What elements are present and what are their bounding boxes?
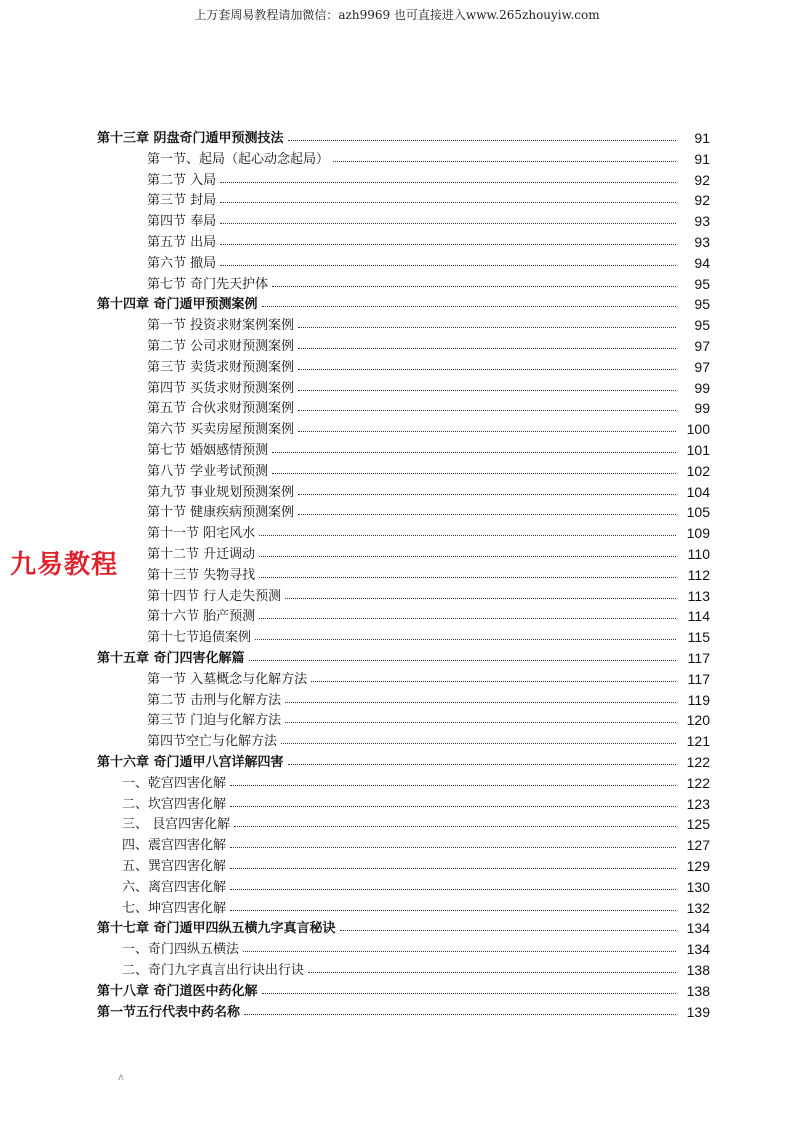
toc-dot-leader	[259, 617, 676, 619]
toc-entry[interactable]	[147, 500, 710, 520]
toc-entry[interactable]	[122, 792, 710, 812]
toc-entry[interactable]	[122, 833, 710, 853]
toc-dot-leader	[288, 763, 676, 765]
toc-entry[interactable]	[97, 750, 710, 770]
toc-entry-title: 第一节 投资求财案例案例	[147, 318, 295, 334]
toc-entry-page: 91	[694, 130, 710, 146]
toc-dot-leader	[220, 181, 676, 183]
toc-dot-leader	[285, 597, 676, 599]
toc-entry-title: 第十五章 奇门四害化解篇	[97, 651, 245, 666]
toc-entry[interactable]	[147, 168, 710, 188]
toc-entry-page: 93	[694, 234, 710, 250]
toc-entry-page: 99	[694, 379, 710, 396]
toc-entry-title: 六、离宫四害化解	[122, 879, 227, 895]
toc-entry-title: 第四节 奉局	[147, 214, 217, 230]
toc-entry-page: 114	[687, 608, 710, 625]
toc-entry-page: 109	[686, 525, 710, 542]
toc-dot-leader	[298, 409, 676, 411]
toc-dot-leader	[259, 576, 676, 578]
toc-entry-title: 第七节 奇门先天护体	[147, 276, 269, 292]
toc-entry-title: 第十四节 行人走失预测	[147, 588, 282, 604]
toc-dot-leader	[262, 992, 676, 994]
toc-entry-title: 一、乾宫四害化解	[122, 775, 227, 791]
toc-entry-page: 110	[687, 546, 710, 562]
toc-dot-leader	[230, 805, 676, 807]
toc-dot-leader	[230, 846, 676, 848]
toc-entry-title: 第十二节 升迁调动	[147, 547, 256, 562]
toc-entry[interactable]	[147, 147, 710, 167]
toc-entry-page: 112	[687, 566, 710, 583]
toc-entry-title: 第十七章 奇门遁甲四纵五横九字真言秘诀	[97, 921, 336, 937]
toc-entry-title: 第八节 学业考试预测	[147, 463, 269, 479]
toc-entry[interactable]	[122, 854, 710, 874]
toc-entry[interactable]	[147, 396, 710, 416]
toc-dot-leader	[255, 638, 676, 640]
toc-entry-page: 134	[686, 920, 710, 937]
toc-entry-page: 99	[694, 400, 710, 417]
toc-entry-title: 第一节 入墓概念与化解方法	[147, 671, 308, 687]
toc-dot-leader	[230, 784, 676, 786]
toc-entry[interactable]	[122, 896, 710, 916]
toc-dot-leader	[259, 555, 676, 557]
toc-dot-leader	[281, 742, 676, 744]
toc-entry-page: 122	[686, 774, 710, 791]
toc-entry-page: 129	[686, 858, 710, 874]
toc-entry-page: 92	[694, 171, 710, 188]
toc-entry[interactable]	[97, 292, 710, 312]
toc-entry-page: 134	[686, 941, 710, 958]
toc-entry-title: 第十节 健康疾病预测案例	[147, 505, 295, 521]
toc-entry[interactable]	[122, 958, 710, 978]
toc-entry-title: 第十三节 失物寻找	[147, 567, 256, 583]
toc-entry[interactable]	[147, 209, 710, 229]
toc-entry-page: 138	[686, 982, 710, 999]
toc-entry[interactable]	[97, 1000, 710, 1020]
toc-entry[interactable]	[147, 376, 710, 396]
toc-entry[interactable]	[147, 480, 710, 500]
toc-entry[interactable]	[97, 126, 710, 146]
toc-entry[interactable]	[147, 688, 710, 708]
toc-entry[interactable]	[122, 771, 710, 791]
toc-entry-page: 101	[686, 442, 710, 458]
toc-entry-page: 120	[686, 712, 710, 729]
toc-entry-title: 第十八章 奇门道医中药化解	[97, 983, 258, 999]
toc-dot-leader	[220, 264, 676, 266]
toc-dot-leader	[262, 305, 676, 307]
toc-entry[interactable]	[147, 563, 710, 583]
toc-entry-page: 91	[694, 150, 710, 167]
toc-dot-leader	[220, 201, 676, 203]
toc-dot-leader	[272, 472, 676, 474]
toc-entry-title: 第五节 合伙求财预测案例	[147, 401, 295, 417]
toc-entry-title: 第四节空亡与化解方法	[147, 734, 278, 750]
toc-dot-leader	[298, 513, 676, 515]
toc-entry-page: 130	[686, 878, 710, 895]
toc-entry-page: 125	[686, 816, 710, 833]
toc-entry[interactable]	[97, 916, 710, 936]
toc-dot-leader	[298, 430, 676, 432]
toc-entry-page: 104	[686, 483, 710, 500]
toc-dot-leader	[298, 389, 676, 391]
page-header: 上万套周易教程请加微信：azh9969 也可直接进入www.265zhouyiw.com	[194, 8, 600, 22]
toc-entry-page: 132	[686, 899, 710, 916]
toc-entry-page: 93	[694, 213, 710, 230]
toc-dot-leader	[340, 929, 676, 931]
toc-entry[interactable]	[147, 729, 710, 749]
toc-dot-leader	[249, 659, 676, 661]
toc-entry-page: 117	[687, 650, 710, 666]
toc-entry-page: 139	[686, 1003, 710, 1020]
toc-entry-title: 第三节 封局	[147, 193, 217, 209]
toc-entry[interactable]	[147, 334, 710, 354]
toc-entry-title: 四、震宫四害化解	[122, 838, 227, 854]
toc-entry[interactable]	[147, 667, 710, 687]
toc-entry[interactable]	[147, 251, 710, 271]
toc-dot-leader	[285, 701, 676, 703]
toc-entry-page: 95	[694, 275, 710, 292]
toc-entry[interactable]	[147, 542, 710, 562]
toc-entry-title: 第三节 卖货求财预测案例	[147, 359, 295, 375]
toc-entry-title: 第九节 事业规划预测案例	[147, 484, 295, 500]
toc-entry-title: 第十四章 奇门遁甲预测案例	[97, 297, 258, 313]
toc-entry-page: 113	[687, 587, 710, 604]
scan-mark: ʌ	[118, 1072, 124, 1083]
toc-entry-page: 105	[686, 504, 710, 521]
toc-entry-title: 三、 艮宫四害化解	[122, 817, 231, 833]
toc-entry-page: 100	[686, 421, 710, 438]
toc-entry-page: 122	[686, 754, 710, 770]
toc-entry-page: 95	[694, 296, 710, 313]
toc-dot-leader	[298, 368, 676, 370]
toc-dot-leader	[243, 950, 676, 952]
toc-entry-page: 115	[687, 629, 710, 646]
toc-entry[interactable]	[147, 355, 710, 375]
toc-entry[interactable]	[147, 313, 710, 333]
toc-dot-leader	[333, 160, 676, 162]
toc-entry-page: 127	[686, 837, 710, 854]
toc-entry-page: 121	[686, 733, 710, 750]
toc-entry[interactable]	[147, 584, 710, 604]
toc-entry-title: 第一节五行代表中药名称	[97, 1004, 241, 1020]
toc-dot-leader	[234, 825, 676, 827]
toc-entry-title: 第十三章 阴盘奇门遁甲预测技法	[97, 131, 284, 146]
toc-entry[interactable]	[147, 604, 710, 624]
toc-entry[interactable]	[97, 979, 710, 999]
toc-entry[interactable]	[147, 625, 710, 645]
toc-dot-leader	[308, 971, 676, 973]
toc-dot-leader	[298, 493, 676, 495]
toc-entry-title: 第十六节 胎产预测	[147, 609, 256, 625]
toc-entry[interactable]	[147, 188, 710, 208]
toc-entry-page: 94	[694, 254, 710, 271]
toc-entry[interactable]	[147, 272, 710, 292]
toc-entry[interactable]	[122, 812, 710, 832]
toc-dot-leader	[230, 888, 676, 890]
toc-entry-page: 95	[694, 317, 710, 334]
toc-dot-leader	[298, 326, 676, 328]
toc-entry-page: 123	[686, 795, 710, 812]
toc-entry[interactable]	[147, 708, 710, 728]
toc-entry-page: 117	[687, 670, 710, 687]
watermark-logo: 九易教程	[10, 550, 119, 580]
toc-dot-leader	[311, 680, 676, 682]
toc-dot-leader	[230, 909, 676, 911]
toc-entry[interactable]	[122, 875, 710, 895]
toc-dot-leader	[272, 451, 676, 453]
toc-dot-leader	[272, 285, 676, 287]
toc-entry-page: 102	[686, 462, 710, 479]
toc-entry-title: 一、奇门四纵五横法	[122, 942, 240, 958]
toc-entry-title: 第一节、起局（起心动念起局）	[147, 151, 330, 167]
toc-entry-page: 97	[694, 338, 710, 354]
toc-dot-leader	[244, 1013, 676, 1015]
toc-entry-title: 七、坤宫四害化解	[122, 900, 227, 916]
toc-entry-title: 五、巽宫四害化解	[122, 859, 227, 874]
toc-entry[interactable]	[147, 521, 710, 541]
toc-dot-leader	[285, 721, 676, 723]
toc-entry-title: 二、奇门九字真言出行诀出行诀	[122, 963, 305, 978]
toc-entry-title: 二、坎宫四害化解	[122, 796, 227, 812]
toc-entry-title: 第三节 门迫与化解方法	[147, 713, 282, 729]
toc-entry-title: 第二节 公司求财预测案例	[147, 339, 295, 354]
toc-entry-title: 第二节 击刑与化解方法	[147, 692, 282, 708]
toc-entry-title: 第二节 入局	[147, 172, 217, 188]
toc-entry-page: 138	[686, 962, 710, 978]
toc-entry[interactable]	[122, 937, 710, 957]
toc-entry-title: 第四节 买货求财预测案例	[147, 380, 295, 396]
toc-entry-page: 97	[694, 358, 710, 375]
toc-entry[interactable]	[147, 459, 710, 479]
toc-dot-leader	[259, 534, 676, 536]
toc-entry-title: 第十六章 奇门遁甲八宫详解四害	[97, 755, 284, 770]
toc-entry-title: 第五节 出局	[147, 235, 217, 250]
toc-entry[interactable]	[147, 438, 710, 458]
toc-entry-page: 119	[687, 691, 710, 708]
toc-dot-leader	[220, 243, 676, 245]
toc-dot-leader	[220, 222, 676, 224]
toc-entry-title: 第六节 撤局	[147, 255, 217, 271]
toc-dot-leader	[298, 347, 676, 349]
toc-entry-title: 第六节 买卖房屋预测案例	[147, 422, 295, 438]
toc-dot-leader	[288, 139, 676, 141]
toc-entry-page: 92	[694, 192, 710, 209]
toc-entry[interactable]	[147, 230, 710, 250]
toc-entry-title: 第七节 婚姻感情预测	[147, 443, 269, 458]
toc-entry[interactable]	[97, 646, 710, 666]
toc-entry[interactable]	[147, 417, 710, 437]
toc-dot-leader	[230, 867, 676, 869]
toc-entry-title: 第十一节 阳宅风水	[147, 526, 256, 542]
toc-entry-title: 第十七节追债案例	[147, 630, 252, 646]
